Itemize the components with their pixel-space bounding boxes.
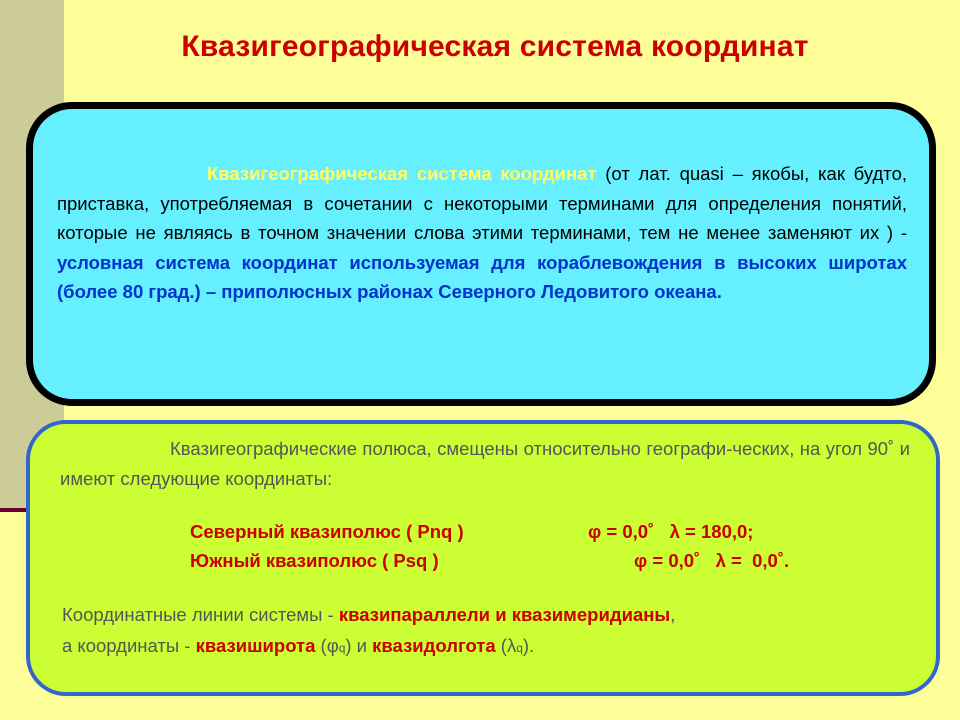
quasi-longitude-term: квазидолгота — [372, 635, 496, 656]
quasi-lines-term: квазипараллели и квазимеридианы — [338, 604, 671, 625]
definition-highlight: условная система координат используемая для кораблевождения в высоких широтах (более 80 град.) – приполюсных районах Северного Ледовитого океана. — [57, 251, 907, 302]
definition-paragraph — [57, 159, 907, 307]
slide-title: Квазигеографическая система координат — [181, 30, 809, 63]
poles-box — [26, 420, 940, 696]
definition-explanation: (от лат. quasi – якобы, как будто, приставка, употребляемая в сочетании с некоторыми терминами для определения понятий, которые не являясь в точном значении слова этими терминами, тем не менее заменяют их ) - — [57, 163, 907, 243]
north-pole-name: Северный квазиполюс ( Pnq ) — [190, 521, 464, 542]
coordinate-lines-row-2: а координаты - квазиширота (φq) и квазидолгота (λq). — [62, 635, 535, 656]
poles-intro: Квазигеографические полюса, смещены относительно географи-ческих, на угол 90˚ и имеют следующие координаты: — [60, 438, 910, 489]
quasi-latitude-term: квазиширота — [195, 635, 316, 656]
coordinate-lines-text — [62, 599, 922, 664]
coordinate-lines-row-1: Координатные линии системы - квазипараллели и квазимеридианы, — [62, 604, 676, 625]
north-pole-coords: φ = 0,0˚ λ = 180,0; — [588, 521, 754, 542]
definition-term: Квазигеографическая система координат — [207, 163, 597, 184]
south-pole-coords: φ = 0,0˚ λ = 0,0˚. — [634, 550, 790, 571]
south-pole-name: Южный квазиполюс ( Psq ) — [190, 550, 439, 571]
definition-box — [26, 102, 936, 406]
